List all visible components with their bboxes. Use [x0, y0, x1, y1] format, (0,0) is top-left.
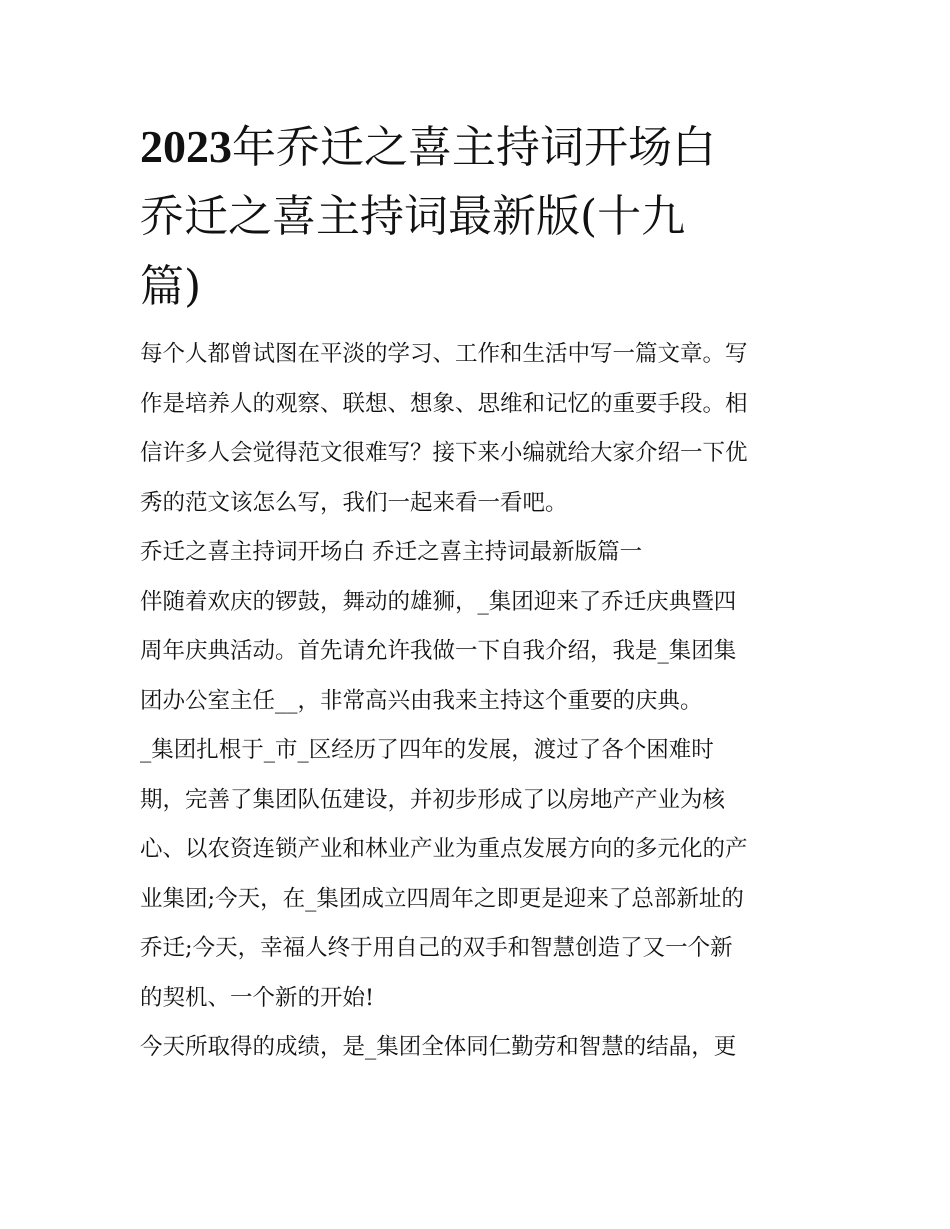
body-line: _集团扎根于_市_区经历了四年的发展，渡过了各个困难时 — [140, 737, 714, 763]
body-line: 今天所取得的成绩，是_集团全体同仁勤劳和智慧的结晶，更 — [140, 1034, 737, 1060]
document-body — [140, 330, 820, 1073]
document-title — [140, 112, 820, 322]
body-line: 心、以农资连锁产业和林业产业为重点发展方向的多元化的产 — [140, 836, 748, 862]
body-line: 每个人都曾试图在平淡的学习、工作和生活中写一篇文章。写 — [140, 341, 748, 367]
section-heading: 乔迁之喜主持词开场白 乔迁之喜主持词最新版篇一 — [140, 539, 643, 565]
title-line-3: 篇) — [140, 261, 202, 312]
body-line: 团办公室主任__，非常高兴由我来主持这个重要的庆典。 — [140, 687, 703, 714]
document-page — [140, 112, 820, 1073]
body-line: 作是培养人的观察、联想、想象、思维和记忆的重要手段。相 — [140, 390, 748, 417]
title-line-1-text: 年乔迁之喜主持词开场白 — [232, 122, 716, 173]
body-line: 信许多人会觉得范文很难写？接下来小编就给大家介绍一下优 — [140, 440, 748, 466]
title-line-2: 乔迁之喜主持词最新版(十九 — [140, 191, 686, 242]
body-line: 的契机、一个新的开始! — [140, 984, 375, 1011]
body-line: 业集团;今天，在_集团成立四周年之即更是迎来了总部新址的 — [140, 885, 744, 912]
title-line-1 — [140, 112, 820, 182]
body-line: 期，完善了集团队伍建设，并初步形成了以房地产产业为核 — [140, 786, 726, 813]
body-line: 乔迁;今天，幸福人终于用自己的双手和智慧创造了又一个新 — [140, 935, 733, 961]
title-year: 2023 — [140, 121, 232, 172]
body-line: 秀的范文该怎么写，我们一起来看一看吧。 — [140, 489, 568, 516]
body-line: 伴随着欢庆的锣鼓，舞动的雄狮，_集团迎来了乔迁庆典暨四 — [140, 588, 737, 615]
body-line: 周年庆典活动。首先请允许我做一下自我介绍，我是_集团集 — [140, 638, 737, 664]
